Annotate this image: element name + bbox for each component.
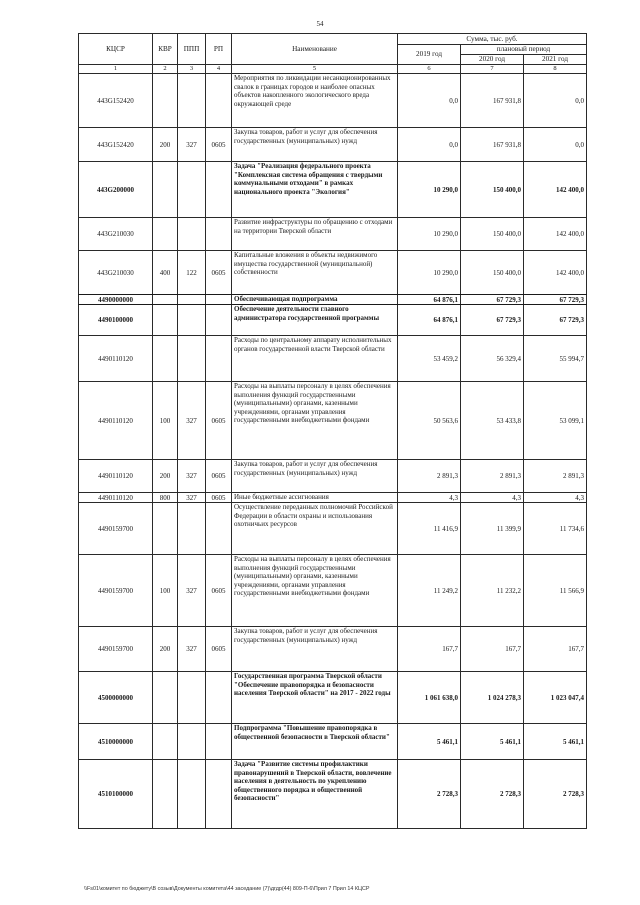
rp-cell: [206, 503, 232, 555]
header-planned-period: плановый период: [461, 45, 587, 55]
table-row: [79, 724, 587, 760]
value-2021-cell: 67 729,3: [524, 295, 587, 305]
column-number: 2: [153, 65, 178, 74]
value-2019-cell: 10 290,0: [398, 162, 461, 218]
name-cell: Подпрограмма "Повышение правопорядка в общественной безопасности в Тверской области": [232, 724, 398, 760]
value-2020-cell: 67 729,3: [461, 305, 524, 336]
value-2021-cell: 0,0: [524, 74, 587, 128]
table-row: [79, 295, 587, 305]
name-cell: Развитие инфраструктуры по обращению с отходами на территории Тверской области: [232, 218, 398, 251]
kvr-cell: [153, 672, 178, 724]
value-2019-cell: 11 416,9: [398, 503, 461, 555]
rp-cell: 0605: [206, 128, 232, 162]
ppp-cell: 327: [178, 493, 206, 503]
name-cell: Расходы на выплаты персоналу в целях обеспечения выполнения функций государственными (муниципальными) органами, казенными учреждениями, органами управления государственными внебюджетными фондами: [232, 555, 398, 627]
kcsr-cell: 4490159700: [79, 555, 153, 627]
value-2020-cell: 167 931,8: [461, 74, 524, 128]
name-cell: Задача "Реализация федерального проекта "Комплексная система обращения с твердыми коммунальными отходами" в рамках национального проекта "Экология": [232, 162, 398, 218]
table-row: [79, 760, 587, 829]
ppp-cell: [178, 503, 206, 555]
value-2019-cell: 11 249,2: [398, 555, 461, 627]
table-row: [79, 555, 587, 627]
name-cell: Закупка товаров, работ и услуг для обеспечения государственных (муниципальных) нужд: [232, 627, 398, 672]
table-row: [79, 251, 587, 295]
kvr-cell: [153, 74, 178, 128]
budget-table: [78, 33, 587, 829]
table-row: [79, 627, 587, 672]
column-number: 1: [79, 65, 153, 74]
value-2019-cell: 64 876,1: [398, 295, 461, 305]
value-2021-cell: 67 729,3: [524, 305, 587, 336]
value-2019-cell: 53 459,2: [398, 336, 461, 382]
kcsr-cell: 443G152420: [79, 128, 153, 162]
value-2021-cell: 0,0: [524, 128, 587, 162]
rp-cell: [206, 672, 232, 724]
ppp-cell: [178, 336, 206, 382]
value-2020-cell: 150 400,0: [461, 162, 524, 218]
column-numbers-row: [79, 65, 587, 74]
value-2021-cell: 11 566,9: [524, 555, 587, 627]
kcsr-cell: 4510000000: [79, 724, 153, 760]
column-number: 3: [178, 65, 206, 74]
rp-cell: [206, 305, 232, 336]
ppp-cell: [178, 218, 206, 251]
column-number: 7: [461, 65, 524, 74]
kvr-cell: 100: [153, 382, 178, 460]
value-2021-cell: 2 728,3: [524, 760, 587, 829]
name-cell: Обеспечивающая подпрограмма: [232, 295, 398, 305]
name-cell: Расходы на выплаты персоналу в целях обеспечения выполнения функций государственными (муниципальными) органами, казенными учреждениями, органами управления государственными внебюджетными фондами: [232, 382, 398, 460]
kvr-cell: 200: [153, 627, 178, 672]
rp-cell: [206, 760, 232, 829]
kcsr-cell: 4490000000: [79, 295, 153, 305]
kcsr-cell: 443G210030: [79, 251, 153, 295]
rp-cell: 0605: [206, 460, 232, 493]
rp-cell: 0605: [206, 382, 232, 460]
table-row: [79, 503, 587, 555]
column-number: 6: [398, 65, 461, 74]
rp-cell: [206, 162, 232, 218]
value-2021-cell: 1 023 047,4: [524, 672, 587, 724]
kcsr-cell: 4510100000: [79, 760, 153, 829]
page-number: 54: [316, 20, 324, 28]
kcsr-cell: 4490100000: [79, 305, 153, 336]
value-2020-cell: 11 399,9: [461, 503, 524, 555]
ppp-cell: [178, 672, 206, 724]
kcsr-cell: 4500000000: [79, 672, 153, 724]
kcsr-cell: 4490110120: [79, 493, 153, 503]
footer-file-path: \\Fs01\комитет по бюджету\В созыв\Документы комитета\44 заседание (7)\дгдр(44) 809-П-6\Прил 7 Прил 14 КЦСР: [84, 886, 370, 892]
value-2021-cell: 53 099,1: [524, 382, 587, 460]
value-2019-cell: 2 891,3: [398, 460, 461, 493]
value-2019-cell: 4,3: [398, 493, 461, 503]
value-2021-cell: 2 891,3: [524, 460, 587, 493]
kvr-cell: 200: [153, 460, 178, 493]
table-row: [79, 382, 587, 460]
rp-cell: 0605: [206, 627, 232, 672]
ppp-cell: [178, 295, 206, 305]
value-2020-cell: 4,3: [461, 493, 524, 503]
value-2020-cell: 67 729,3: [461, 295, 524, 305]
value-2020-cell: 1 024 278,3: [461, 672, 524, 724]
header-kvr: КВР: [153, 34, 178, 65]
value-2019-cell: 64 876,1: [398, 305, 461, 336]
kcsr-cell: 4490110120: [79, 382, 153, 460]
kcsr-cell: 4490159700: [79, 627, 153, 672]
kvr-cell: [153, 503, 178, 555]
name-cell: Осуществление переданных полномочий Российской Федерации в области охраны и использования охотничьих ресурсов: [232, 503, 398, 555]
ppp-cell: 327: [178, 128, 206, 162]
rp-cell: [206, 295, 232, 305]
name-cell: Закупка товаров, работ и услуг для обеспечения государственных (муниципальных) нужд: [232, 128, 398, 162]
value-2020-cell: 150 400,0: [461, 218, 524, 251]
value-2021-cell: 4,3: [524, 493, 587, 503]
value-2019-cell: 167,7: [398, 627, 461, 672]
kcsr-cell: 4490159700: [79, 503, 153, 555]
value-2021-cell: 11 734,6: [524, 503, 587, 555]
column-number: 4: [206, 65, 232, 74]
kvr-cell: 400: [153, 251, 178, 295]
value-2019-cell: 1 061 638,0: [398, 672, 461, 724]
rp-cell: [206, 218, 232, 251]
table-row: [79, 672, 587, 724]
header-year-2021: 2021 год: [524, 55, 587, 65]
table-row: [79, 460, 587, 493]
header-rp: РП: [206, 34, 232, 65]
value-2019-cell: 10 290,0: [398, 218, 461, 251]
kvr-cell: [153, 336, 178, 382]
value-2019-cell: 5 461,1: [398, 724, 461, 760]
rp-cell: 0605: [206, 555, 232, 627]
column-number: 5: [232, 65, 398, 74]
table-row: [79, 162, 587, 218]
header-name: Наименование: [232, 34, 398, 65]
kvr-cell: [153, 724, 178, 760]
rp-cell: [206, 74, 232, 128]
value-2021-cell: 142 400,0: [524, 162, 587, 218]
value-2020-cell: 150 400,0: [461, 251, 524, 295]
kvr-cell: 100: [153, 555, 178, 627]
value-2020-cell: 11 232,2: [461, 555, 524, 627]
kvr-cell: [153, 162, 178, 218]
header-year-2019: 2019 год: [398, 45, 461, 65]
value-2019-cell: 0,0: [398, 128, 461, 162]
header-sum-title: Сумма, тыс. руб.: [398, 34, 587, 45]
header-year-2020: 2020 год: [461, 55, 524, 65]
name-cell: Капитальные вложения в объекты недвижимого имущества государственной (муниципальной) собственности: [232, 251, 398, 295]
value-2020-cell: 53 433,8: [461, 382, 524, 460]
value-2019-cell: 0,0: [398, 74, 461, 128]
value-2020-cell: 2 728,3: [461, 760, 524, 829]
value-2021-cell: 142 400,0: [524, 218, 587, 251]
name-cell: Мероприятия по ликвидации несанкционированных свалок в границах городов и наиболее опасных объектов накопленного экологического вреда окружающей среде: [232, 74, 398, 128]
name-cell: Задача "Развитие системы профилактики правонарушений в Тверской области, вовлечение населения в деятельность по укреплению общественного порядка и общественной безопасности": [232, 760, 398, 829]
ppp-cell: [178, 724, 206, 760]
rp-cell: 0605: [206, 251, 232, 295]
table-row: [79, 493, 587, 503]
value-2021-cell: 5 461,1: [524, 724, 587, 760]
ppp-cell: [178, 74, 206, 128]
name-cell: Расходы по центральному аппарату исполнительных органов государственной власти Тверской области: [232, 336, 398, 382]
ppp-cell: [178, 305, 206, 336]
ppp-cell: 122: [178, 251, 206, 295]
kcsr-cell: 443G200000: [79, 162, 153, 218]
kcsr-cell: 4490110120: [79, 336, 153, 382]
table-row: [79, 74, 587, 128]
header-kcsr: КЦСР: [79, 34, 153, 65]
value-2020-cell: 167,7: [461, 627, 524, 672]
value-2019-cell: 10 290,0: [398, 251, 461, 295]
ppp-cell: [178, 162, 206, 218]
header-ppp: ППП: [178, 34, 206, 65]
name-cell: Обеспечение деятельности главного администратора государственной программы: [232, 305, 398, 336]
kvr-cell: 200: [153, 128, 178, 162]
value-2021-cell: 142 400,0: [524, 251, 587, 295]
rp-cell: [206, 336, 232, 382]
ppp-cell: 327: [178, 627, 206, 672]
kcsr-cell: 4490110120: [79, 460, 153, 493]
kcsr-cell: 443G210030: [79, 218, 153, 251]
kvr-cell: [153, 305, 178, 336]
kvr-cell: [153, 295, 178, 305]
value-2020-cell: 167 931,8: [461, 128, 524, 162]
table-row: [79, 305, 587, 336]
value-2019-cell: 50 563,6: [398, 382, 461, 460]
name-cell: Государственная программа Тверской области "Обеспечение правопорядка и безопасности населения Тверской области" на 2017 - 2022 годы: [232, 672, 398, 724]
table-row: [79, 218, 587, 251]
value-2021-cell: 167,7: [524, 627, 587, 672]
ppp-cell: 327: [178, 382, 206, 460]
kvr-cell: 800: [153, 493, 178, 503]
kcsr-cell: 443G152420: [79, 74, 153, 128]
ppp-cell: [178, 760, 206, 829]
name-cell: Закупка товаров, работ и услуг для обеспечения государственных (муниципальных) нужд: [232, 460, 398, 493]
value-2021-cell: 55 994,7: [524, 336, 587, 382]
kvr-cell: [153, 218, 178, 251]
ppp-cell: 327: [178, 460, 206, 493]
table-row: [79, 336, 587, 382]
column-number: 8: [524, 65, 587, 74]
kvr-cell: [153, 760, 178, 829]
table-row: [79, 128, 587, 162]
rp-cell: 0605: [206, 493, 232, 503]
rp-cell: [206, 724, 232, 760]
value-2019-cell: 2 728,3: [398, 760, 461, 829]
value-2020-cell: 56 329,4: [461, 336, 524, 382]
name-cell: Иные бюджетные ассигнования: [232, 493, 398, 503]
value-2020-cell: 2 891,3: [461, 460, 524, 493]
ppp-cell: 327: [178, 555, 206, 627]
value-2020-cell: 5 461,1: [461, 724, 524, 760]
